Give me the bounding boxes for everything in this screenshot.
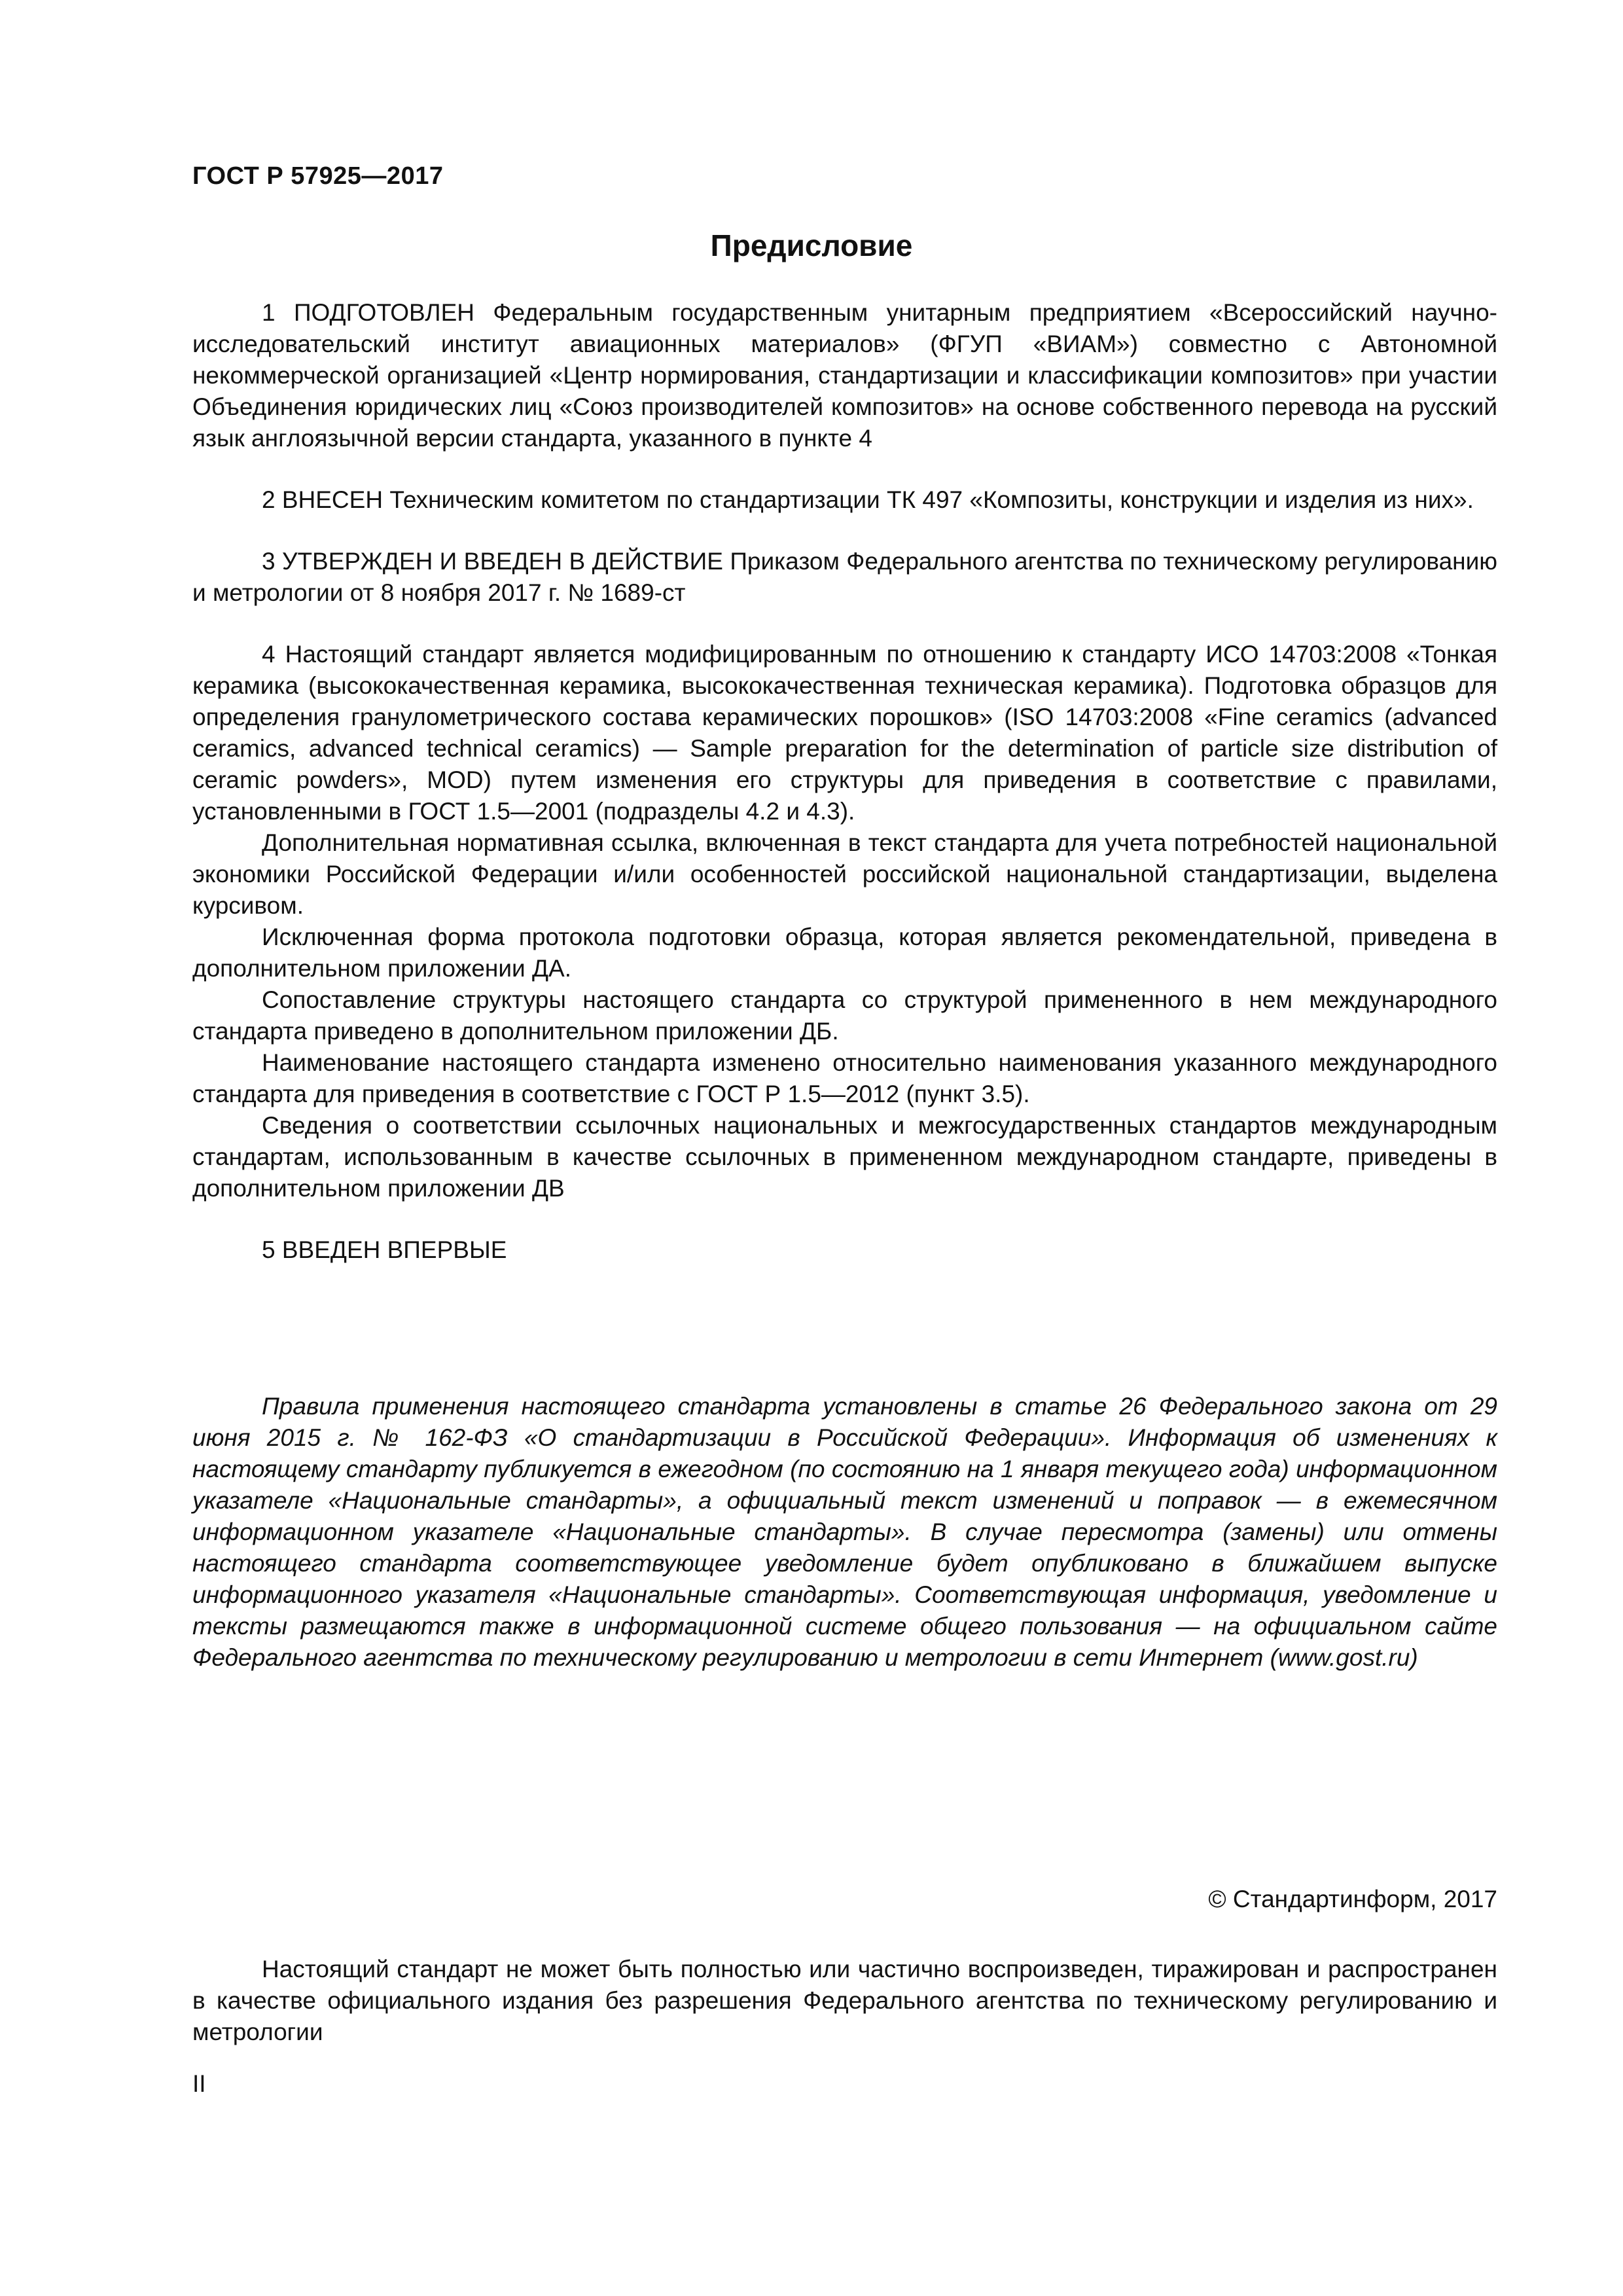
foreword-item-3: 3 УТВЕРЖДЕН И ВВЕДЕН В ДЕЙСТВИЕ Приказом Федерального агентства по техническому регулированию и метрологии от 8 ноября 2017 г. № 1689-ст (192, 548, 1497, 606)
reproduction-notice: Настоящий стандарт не может быть полностью или частично воспроизведен, тиражирован и распространен в качестве официального издания без разрешения Федерального агентства по техническому регулированию и метрологии (192, 1956, 1497, 2045)
page-title: Предисловие (710, 228, 913, 262)
foreword-item-4-note-2: Исключенная форма протокола подготовки образца, которая является рекомендательной, приведена в дополнительном приложении ДА. (192, 924, 1497, 982)
foreword-item-4-note-5: Сведения о соответствии ссылочных национальных и межгосударственных стандартов международным стандартам, использованным в качестве ссылочных в примененном международном стандарте, приведены в дополнительном приложении ДВ (192, 1112, 1497, 1202)
copyright-line: © Стандартинформ, 2017 (1208, 1886, 1497, 1912)
foreword-item-5: 5 ВВЕДЕН ВПЕРВЫЕ (262, 1236, 507, 1263)
foreword-item-4-note-4: Наименование настоящего стандарта изменено относительно наименования указанного международного стандарта для приведения в соответствие с ГОСТ Р 1.5—2012 (пункт 3.5). (192, 1049, 1497, 1107)
foreword-item-4-note-1: Дополнительная нормативная ссылка, включенная в текст стандарта для учета потребностей национальной экономики Российской Федерации и/или особенностей российской национальной стандартизации, выделена курсивом. (192, 829, 1497, 919)
foreword-item-4: 4 Настоящий стандарт является модифицированным по отношению к стандарту ИСО 14703:2008 «Тонкая керамика (высококачественная керамика, высококачественная техническая керамика). Подготовка образцов для определения гранулометрического состава керамических порошков» (ISO 14703:2008 «Fine ceramics (advanced ceramics, advanced technical ceramics) — Sample preparation for the determination of particle size distribution of ceramic powders», MOD) путем изменения его структуры для приведения в соответствие с правилами, установленными в ГОСТ 1.5—2001 (подразделы 4.2 и 4.3). (192, 641, 1497, 825)
document-number: ГОСТ Р 57925—2017 (192, 162, 444, 190)
rules-notice: Правила применения настоящего стандарта установлены в статье 26 Федерального закона от 29 июня 2015 г. № 162-ФЗ «О стандартизации в Российской Федерации». Информация об изменениях к настоящему стандарту публикуется в ежегодном (по состоянию на 1 января текущего года) информационном указателе «Национальные стандарты», а официальный текст изменений и поправок — в ежемесячном информационном указателе «Национальные стандарты». В случае пересмотра (замены) или отмены настоящего стандарта соответствующее уведомление будет опубликовано в ближайшем выпуске информационного указателя «Национальные стандарты». Соответствующая информация, уведомление и тексты размещаются также в информационной системе общего пользования — на официальном сайте Федерального агентства по техническому регулированию и метрологии в сети Интернет (www.gost.ru) (192, 1393, 1497, 1671)
foreword-item-4-note-3: Сопоставление структуры настоящего стандарта со структурой примененного в нем международного стандарта приведено в дополнительном приложении ДБ. (192, 986, 1497, 1045)
foreword-item-2: 2 ВНЕСЕН Техническим комитетом по стандартизации ТК 497 «Композиты, конструкции и изделия из них». (262, 486, 1474, 513)
page-number: II (192, 2070, 206, 2097)
foreword-body (192, 297, 1497, 1266)
foreword-item-1: 1 ПОДГОТОВЛЕН Федеральным государственным унитарным предприятием «Всероссийский научно-исследовательский институт авиационных материалов» (ФГУП «ВИАМ») совместно с Автономной некоммерческой организацией «Центр нормирования, стандартизации и классификации композитов» при участии Объединения юридических лиц «Союз производителей композитов» на основе собственного перевода на русский язык англоязычной версии стандарта, указанного в пункте 4 (192, 299, 1497, 452)
